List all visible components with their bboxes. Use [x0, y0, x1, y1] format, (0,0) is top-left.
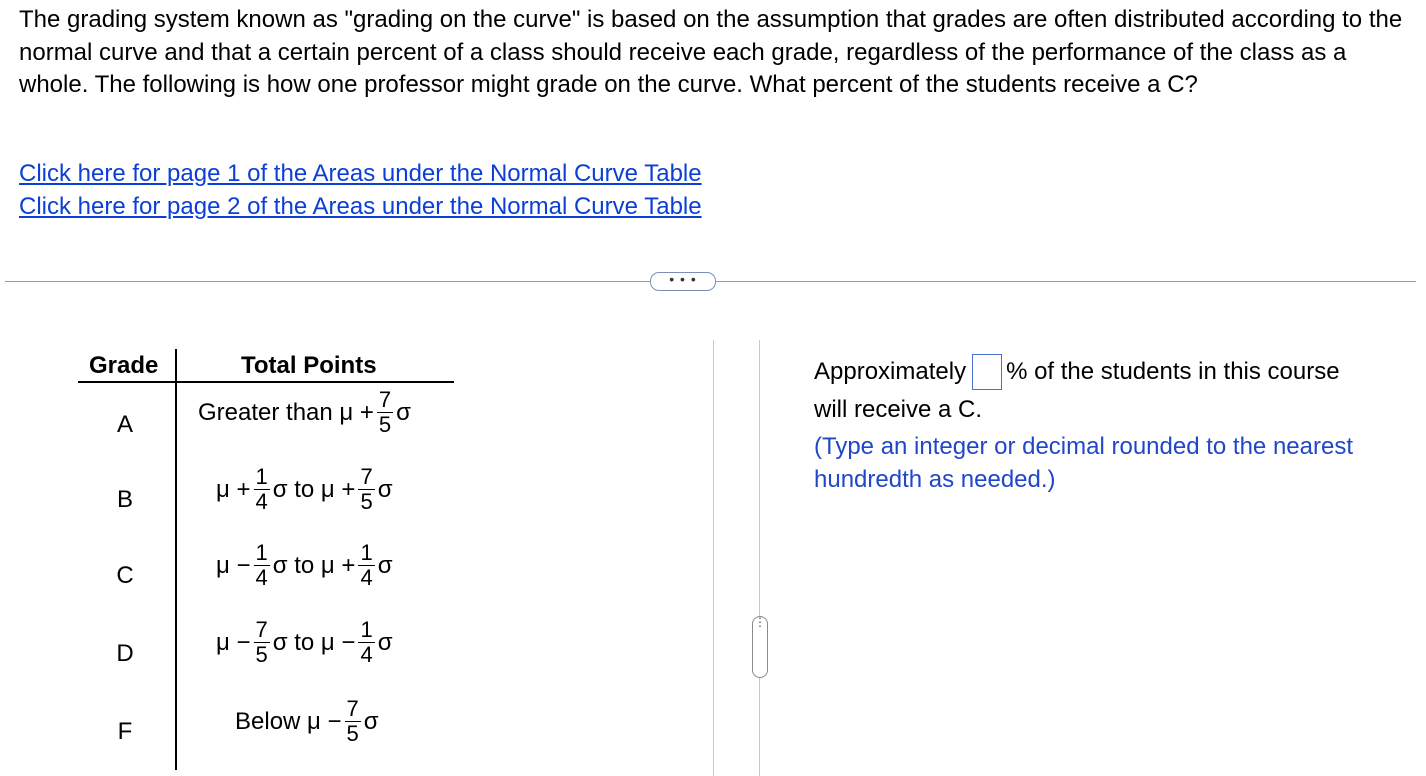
- fraction-numerator: 7: [255, 617, 268, 642]
- table-vertical-rule: [175, 349, 177, 770]
- fraction: [377, 388, 393, 437]
- fraction: [254, 618, 270, 667]
- points-a-prefix: Greater than μ +: [198, 398, 374, 426]
- sigma: σ: [396, 398, 411, 426]
- points-c: [216, 541, 393, 590]
- fraction: [358, 465, 374, 514]
- points-f: [235, 697, 379, 746]
- fraction-numerator: 1: [255, 464, 268, 489]
- grade-d: D: [116, 640, 134, 667]
- grade-a: A: [116, 411, 133, 438]
- panel-separator-left: [713, 340, 714, 776]
- points-c-mid: σ to μ +: [272, 551, 356, 579]
- answer-panel: [814, 353, 1404, 496]
- points-d: [216, 618, 393, 667]
- fraction: [254, 465, 270, 514]
- points-a: [198, 388, 411, 437]
- panel-separator-right: [759, 340, 760, 776]
- normal-table-page1-link[interactable]: Click here for page 1 of the Areas under the Normal Curve Table: [19, 160, 702, 187]
- points-b-start: μ +: [216, 475, 251, 503]
- fraction-denominator: 5: [378, 412, 392, 437]
- points-b: [216, 465, 393, 514]
- fraction-numerator: 1: [360, 617, 373, 642]
- fraction-denominator: 4: [255, 489, 268, 514]
- fraction-numerator: 7: [346, 696, 359, 721]
- answer-hint: (Type an integer or decimal rounded to the nearest hundredth as needed.): [814, 433, 1353, 493]
- fraction: [345, 697, 361, 746]
- fraction-numerator: 7: [360, 464, 373, 489]
- expand-more-button[interactable]: • • •: [650, 272, 716, 291]
- points-d-mid: σ to μ −: [272, 628, 356, 656]
- normal-table-page2-link[interactable]: Click here for page 2 of the Areas under the Normal Curve Table: [19, 192, 702, 220]
- answer-line2: will receive a C.: [814, 396, 983, 423]
- fraction: [254, 541, 270, 590]
- points-f-prefix: Below μ −: [235, 707, 342, 735]
- grade-f: F: [117, 718, 133, 745]
- grade-c: C: [116, 562, 134, 589]
- sigma: σ: [377, 551, 393, 579]
- fraction-numerator: 1: [255, 540, 268, 565]
- sigma: σ: [363, 707, 379, 735]
- sigma: σ: [377, 475, 393, 503]
- sigma: σ: [377, 628, 393, 656]
- fraction-denominator: 5: [346, 721, 359, 746]
- points-d-start: μ −: [216, 628, 251, 656]
- table-links: [19, 158, 702, 223]
- fraction-numerator: 1: [360, 540, 373, 565]
- answer-prefix: Approximately: [814, 358, 967, 385]
- grade-b: B: [116, 486, 133, 513]
- table-header-rule: [78, 381, 454, 383]
- points-c-start: μ −: [216, 551, 251, 579]
- answer-input[interactable]: [972, 354, 1002, 390]
- header-grade: Grade: [89, 352, 159, 379]
- points-b-mid: σ to μ +: [272, 475, 356, 503]
- fraction-denominator: 4: [255, 565, 268, 590]
- fraction: [358, 541, 374, 590]
- fraction-numerator: 7: [378, 387, 392, 412]
- fraction-denominator: 4: [360, 565, 373, 590]
- answer-suffix: % of the students in this course: [1006, 358, 1340, 385]
- fraction-denominator: 4: [360, 642, 373, 667]
- panel-resize-handle[interactable]: ⋮: [752, 616, 768, 678]
- header-total-points: Total Points: [241, 352, 377, 379]
- fraction-denominator: 5: [360, 489, 373, 514]
- fraction-denominator: 5: [255, 642, 268, 667]
- fraction: [358, 618, 374, 667]
- question-text: The grading system known as "grading on the curve" is based on the assumption that grades are often distributed according to the normal curve and that a certain percent of a class should receive each grade, regardless of the performance of the class as a whole. The following is how one professor might grade on the curve. What percent of the students receive a C?: [19, 6, 1403, 98]
